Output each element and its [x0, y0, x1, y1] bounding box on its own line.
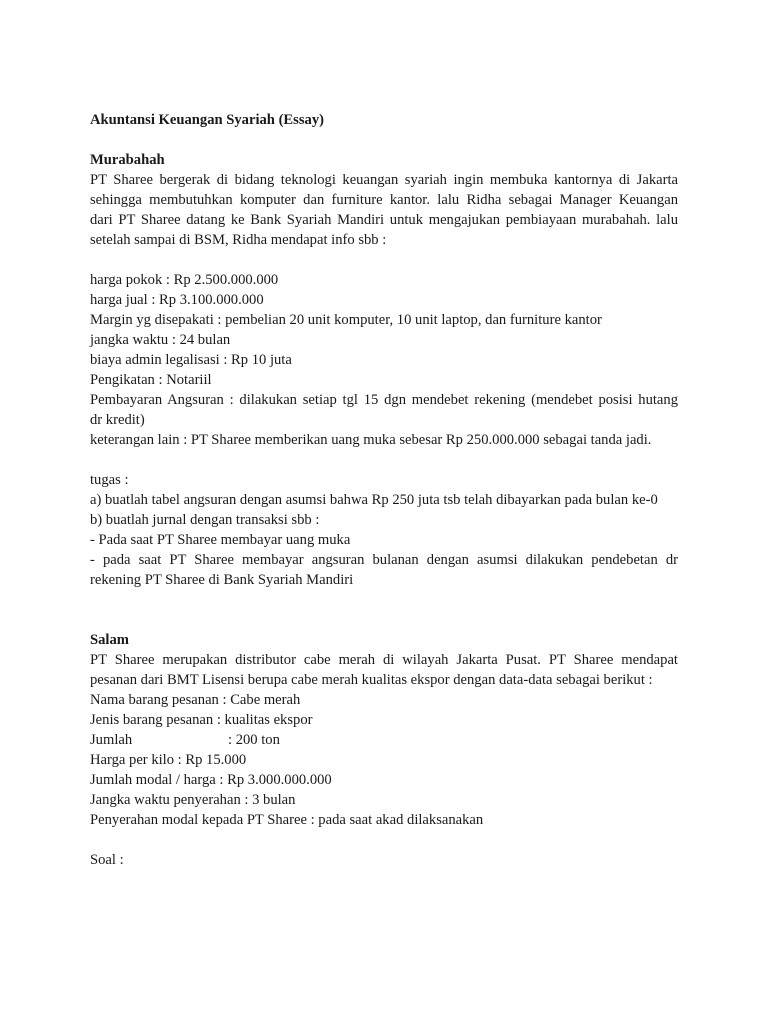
murabahah-task-line: - Pada saat PT Sharee membayar uang muka	[90, 532, 351, 548]
murabahah-intro-line: sehingga membutuhkan komputer dan furniture kantor. lalu Ridha sebagai Manager Keuangan	[90, 192, 678, 208]
spacer	[90, 130, 678, 150]
murabahah-info-line: harga pokok : Rp 2.500.000.000	[90, 272, 279, 288]
murabahah-heading: Murabahah	[90, 152, 165, 168]
murabahah-task-line: a) buatlah tabel angsuran dengan asumsi bahwa Rp 250 juta tsb telah dibayarkan pada bulan ke-0	[90, 492, 658, 508]
salam-jumlah-label: Jumlah	[90, 732, 133, 748]
document-title: Akuntansi Keuangan Syariah (Essay)	[90, 112, 324, 128]
murabahah-info-line: biaya admin legalisasi : Rp 10 juta	[90, 352, 292, 368]
murabahah-task-line: b) buatlah jurnal dengan transaksi sbb :	[90, 512, 320, 528]
murabahah-info-line: dr kredit)	[90, 412, 145, 428]
document-page	[90, 110, 678, 870]
salam-info-line: Jangka waktu penyerahan : 3 bulan	[90, 792, 296, 808]
salam-jumlah-value: : 200 ton	[228, 732, 280, 748]
murabahah-info-line: jangka waktu : 24 bulan	[90, 332, 231, 348]
salam-heading: Salam	[90, 632, 129, 648]
salam-info-line: Jumlah modal / harga : Rp 3.000.000.000	[90, 772, 332, 788]
murabahah-task-line: - pada saat PT Sharee membayar angsuran bulanan dengan asumsi dilakukan pendebetan dr	[90, 552, 678, 568]
salam-jumlah-line	[90, 730, 678, 750]
salam-info-line: Penyerahan modal kepada PT Sharee : pada saat akad dilaksanakan	[90, 812, 484, 828]
salam-intro-line: PT Sharee merupakan distributor cabe merah di wilayah Jakarta Pusat. PT Sharee mendapat	[90, 652, 678, 668]
salam-info-line: Harga per kilo : Rp 15.000	[90, 752, 247, 768]
salam-info-line: Jenis barang pesanan : kualitas ekspor	[90, 712, 313, 728]
salam-info-line: Nama barang pesanan : Cabe merah	[90, 692, 301, 708]
murabahah-task-line: tugas :	[90, 472, 129, 488]
murabahah-info-line: harga jual : Rp 3.100.000.000	[90, 292, 264, 308]
murabahah-intro-line: PT Sharee bergerak di bidang teknologi keuangan syariah ingin membuka kantornya di Jakarta	[90, 172, 678, 188]
spacer	[90, 250, 678, 270]
murabahah-info-line: keterangan lain : PT Sharee memberikan uang muka sebesar Rp 250.000.000 sebagai tanda jadi.	[90, 432, 652, 448]
murabahah-intro-line: setelah sampai di BSM, Ridha mendapat info sbb :	[90, 232, 387, 248]
murabahah-task-line: rekening PT Sharee di Bank Syariah Mandiri	[90, 572, 354, 588]
spacer	[90, 590, 678, 630]
salam-soal: Soal :	[90, 852, 124, 868]
murabahah-info-line: Pembayaran Angsuran : dilakukan setiap tgl 15 dgn mendebet rekening (mendebet posisi hutang	[90, 392, 678, 408]
murabahah-intro-line: dari PT Sharee datang ke Bank Syariah Mandiri untuk mengajukan pembiayaan murabahah. lalu	[90, 212, 678, 228]
murabahah-info-line: Pengikatan : Notariil	[90, 372, 212, 388]
spacer	[90, 830, 678, 850]
salam-intro-line: pesanan dari BMT Lisensi berupa cabe merah kualitas ekspor dengan data-data sebagai berikut :	[90, 672, 653, 688]
spacer	[90, 450, 678, 470]
murabahah-info-line: Margin yg disepakati : pembelian 20 unit komputer, 10 unit laptop, dan furniture kantor	[90, 312, 602, 328]
